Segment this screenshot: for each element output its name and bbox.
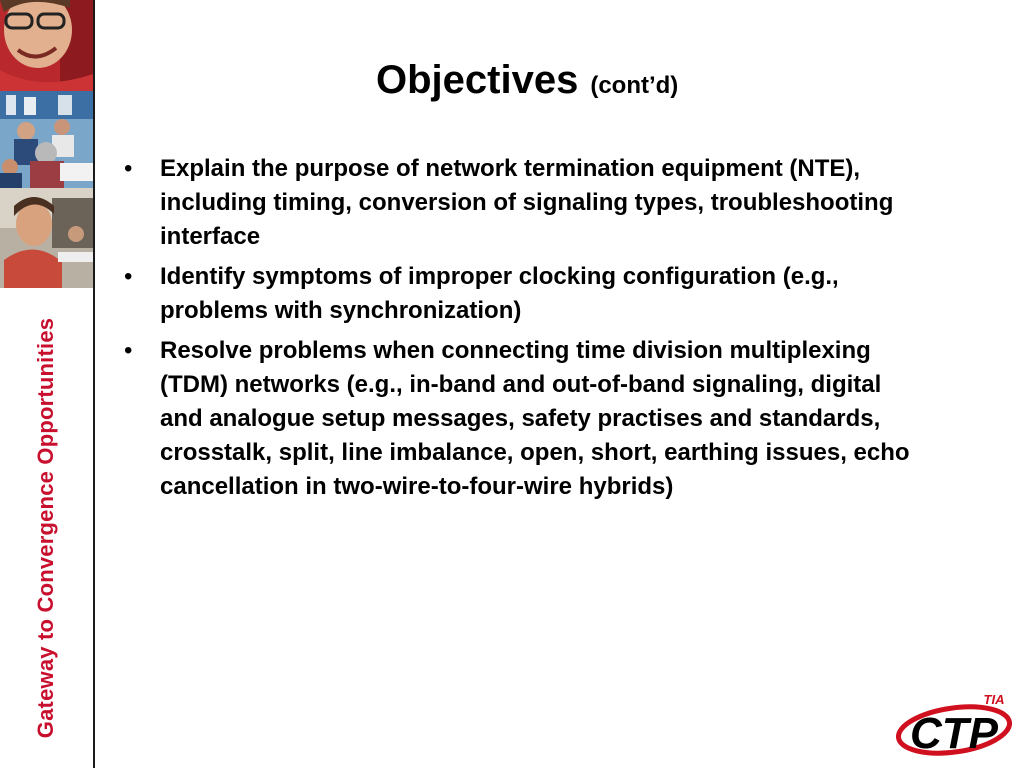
tagline-container — [0, 292, 93, 764]
smiling-man-photo — [0, 0, 93, 91]
logo-text: CTP — [910, 709, 998, 758]
bullet-item — [120, 260, 910, 328]
bullet-item — [120, 152, 910, 254]
classroom-photo — [0, 91, 93, 188]
tagline: Gateway to Convergence Opportunities — [33, 317, 58, 739]
bullet-text: Explain the purpose of network termination equipment (NTE), including timing, conversion of signaling types, troubleshooting interface — [160, 155, 894, 250]
slide-title — [376, 58, 678, 103]
bullet-marker: • — [124, 263, 133, 290]
bullet-marker: • — [124, 155, 133, 182]
sidebar — [0, 0, 95, 768]
bullet-text: Identify symptoms of improper clocking configuration (e.g., problems with synchronization) — [160, 263, 839, 324]
title-suffix: (cont’d) — [590, 72, 679, 99]
student-photo — [0, 188, 93, 288]
bullet-marker: • — [124, 337, 133, 364]
bullet-list — [120, 152, 910, 510]
ctp-logo — [896, 690, 1012, 760]
logo-superscript: TIA — [983, 692, 1005, 707]
bullet-item — [120, 334, 910, 504]
bullet-text: Resolve problems when connecting time division multiplexing (TDM) networks (e.g., in-band and out-of-band signaling, digital and analogue setup messages, safety practises and standards, crosstalk, split, line imbalance, open, short, earthing issues, echo cancellation in two-wire-to-four-wire hybrids) — [160, 337, 910, 500]
title-main: Objectives — [376, 58, 579, 102]
